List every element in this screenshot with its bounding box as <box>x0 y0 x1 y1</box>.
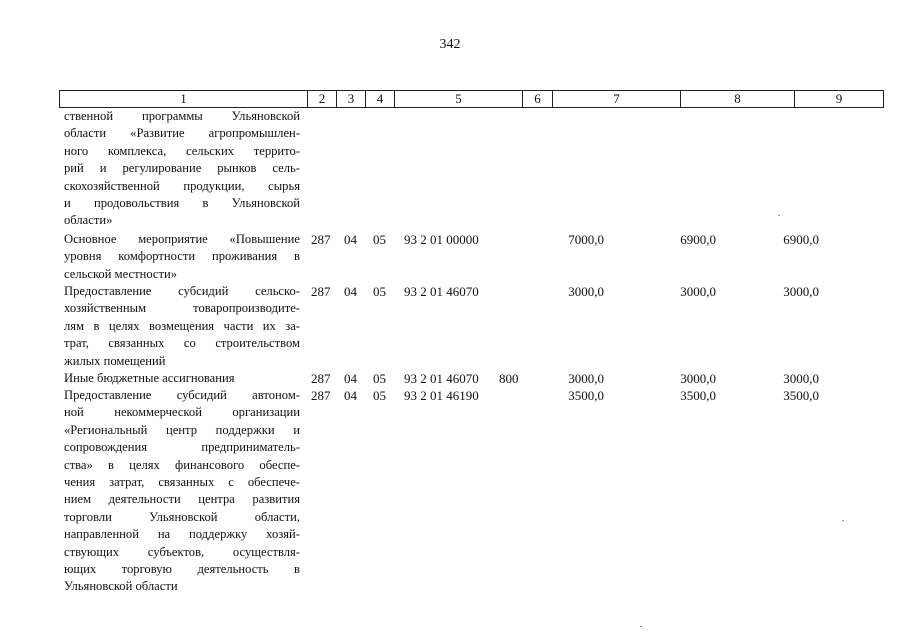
cell-col-3: 04 <box>344 371 357 386</box>
description-line: ствующих субъектов, осуществля- <box>64 544 300 559</box>
description-line: сопровождения предприниматель- <box>64 440 300 455</box>
description-line: области «Развитие агропромышлен- <box>64 126 300 141</box>
description-line: рий и регулирование рынков сель- <box>64 161 300 176</box>
cell-col-8: 3500,0 <box>680 388 716 403</box>
description-line: лям в целях возмещения части их за- <box>64 318 300 333</box>
cell-col-4: 05 <box>373 284 386 299</box>
description-line: торговли Ульяновской области, <box>64 509 300 524</box>
description-line: ственной программы Ульяновской <box>64 109 300 123</box>
description-line: трат, связанных со строительством <box>64 336 300 351</box>
table-row-description <box>64 370 300 387</box>
cell-col-3: 04 <box>344 388 357 403</box>
header-col-2: 2 <box>307 91 336 107</box>
scan-speck <box>778 215 780 216</box>
description-line: Предоставление субсидий сельско- <box>64 284 300 298</box>
cell-col-8: 3000,0 <box>680 371 716 386</box>
description-line: жилых помещений <box>64 353 166 368</box>
description-line: ной некоммерческой организации <box>64 405 300 420</box>
cell-col-2: 287 <box>311 232 331 247</box>
cell-col-2: 287 <box>311 388 331 403</box>
header-col-4: 4 <box>365 91 394 107</box>
table-row-description <box>64 283 300 370</box>
scan-speck <box>842 520 844 521</box>
cell-col-9: 3000,0 <box>783 284 819 299</box>
description-line: Основное мероприятие «Повышение <box>64 232 300 246</box>
cell-col-2: 287 <box>311 371 331 386</box>
description-line: «Региональный центр поддержки и <box>64 422 300 437</box>
cell-col-3: 04 <box>344 284 357 299</box>
description-line: Иные бюджетные ассигнования <box>64 371 235 385</box>
cell-col-4: 05 <box>373 232 386 247</box>
cell-col-9: 6900,0 <box>783 232 819 247</box>
cell-col-5: 93 2 01 46070 <box>404 284 479 299</box>
description-line: Ульяновской области <box>64 579 178 594</box>
table-header-row <box>59 90 884 108</box>
cell-col-8: 3000,0 <box>680 284 716 299</box>
description-line: ного комплекса, сельских террито- <box>64 143 300 158</box>
description-line: Предоставление субсидий автоном- <box>64 388 300 402</box>
description-line: скохозяйственной продукции, сырья <box>64 178 300 193</box>
header-col-9: 9 <box>794 91 883 107</box>
cell-col-4: 05 <box>373 371 386 386</box>
table-row-description <box>64 387 300 596</box>
header-col-8: 8 <box>680 91 794 107</box>
cell-col-6: 800 <box>499 371 519 386</box>
cell-col-9: 3000,0 <box>783 371 819 386</box>
description-line: нием деятельности центра развития <box>64 492 300 507</box>
cell-col-2: 287 <box>311 284 331 299</box>
cell-col-7: 3000,0 <box>568 371 604 386</box>
cell-col-7: 3500,0 <box>568 388 604 403</box>
scan-speck <box>640 626 642 627</box>
description-line: области» <box>64 213 113 228</box>
cell-col-5: 93 2 01 46190 <box>404 388 479 403</box>
header-col-3: 3 <box>336 91 365 107</box>
description-line: ющих торговую деятельность в <box>64 562 300 577</box>
header-col-5: 5 <box>394 91 522 107</box>
cell-col-5: 93 2 01 46070 <box>404 371 479 386</box>
header-col-1: 1 <box>180 91 187 106</box>
cell-col-7: 3000,0 <box>568 284 604 299</box>
cell-col-5: 93 2 01 00000 <box>404 232 479 247</box>
description-line: сельской местности» <box>64 266 178 281</box>
cell-col-3: 04 <box>344 232 357 247</box>
cell-col-7: 7000,0 <box>568 232 604 247</box>
cell-col-4: 05 <box>373 388 386 403</box>
table-row-description <box>64 231 300 283</box>
page-number: 342 <box>439 37 461 52</box>
header-col-7: 7 <box>552 91 680 107</box>
description-line: направленной на поддержку хозяй- <box>64 527 300 542</box>
description-line: чения затрат, связанных с обеспече- <box>64 475 300 490</box>
table-row-description <box>64 108 300 230</box>
description-line: уровня комфортности проживания в <box>64 249 300 264</box>
cell-col-8: 6900,0 <box>680 232 716 247</box>
description-line: ства» в целях финансового обеспе- <box>64 457 300 472</box>
cell-col-9: 3500,0 <box>783 388 819 403</box>
description-line: хозяйственным товаропроизводите- <box>64 301 300 316</box>
header-col-6: 6 <box>522 91 552 107</box>
description-line: и продовольствия в Ульяновской <box>64 196 300 211</box>
